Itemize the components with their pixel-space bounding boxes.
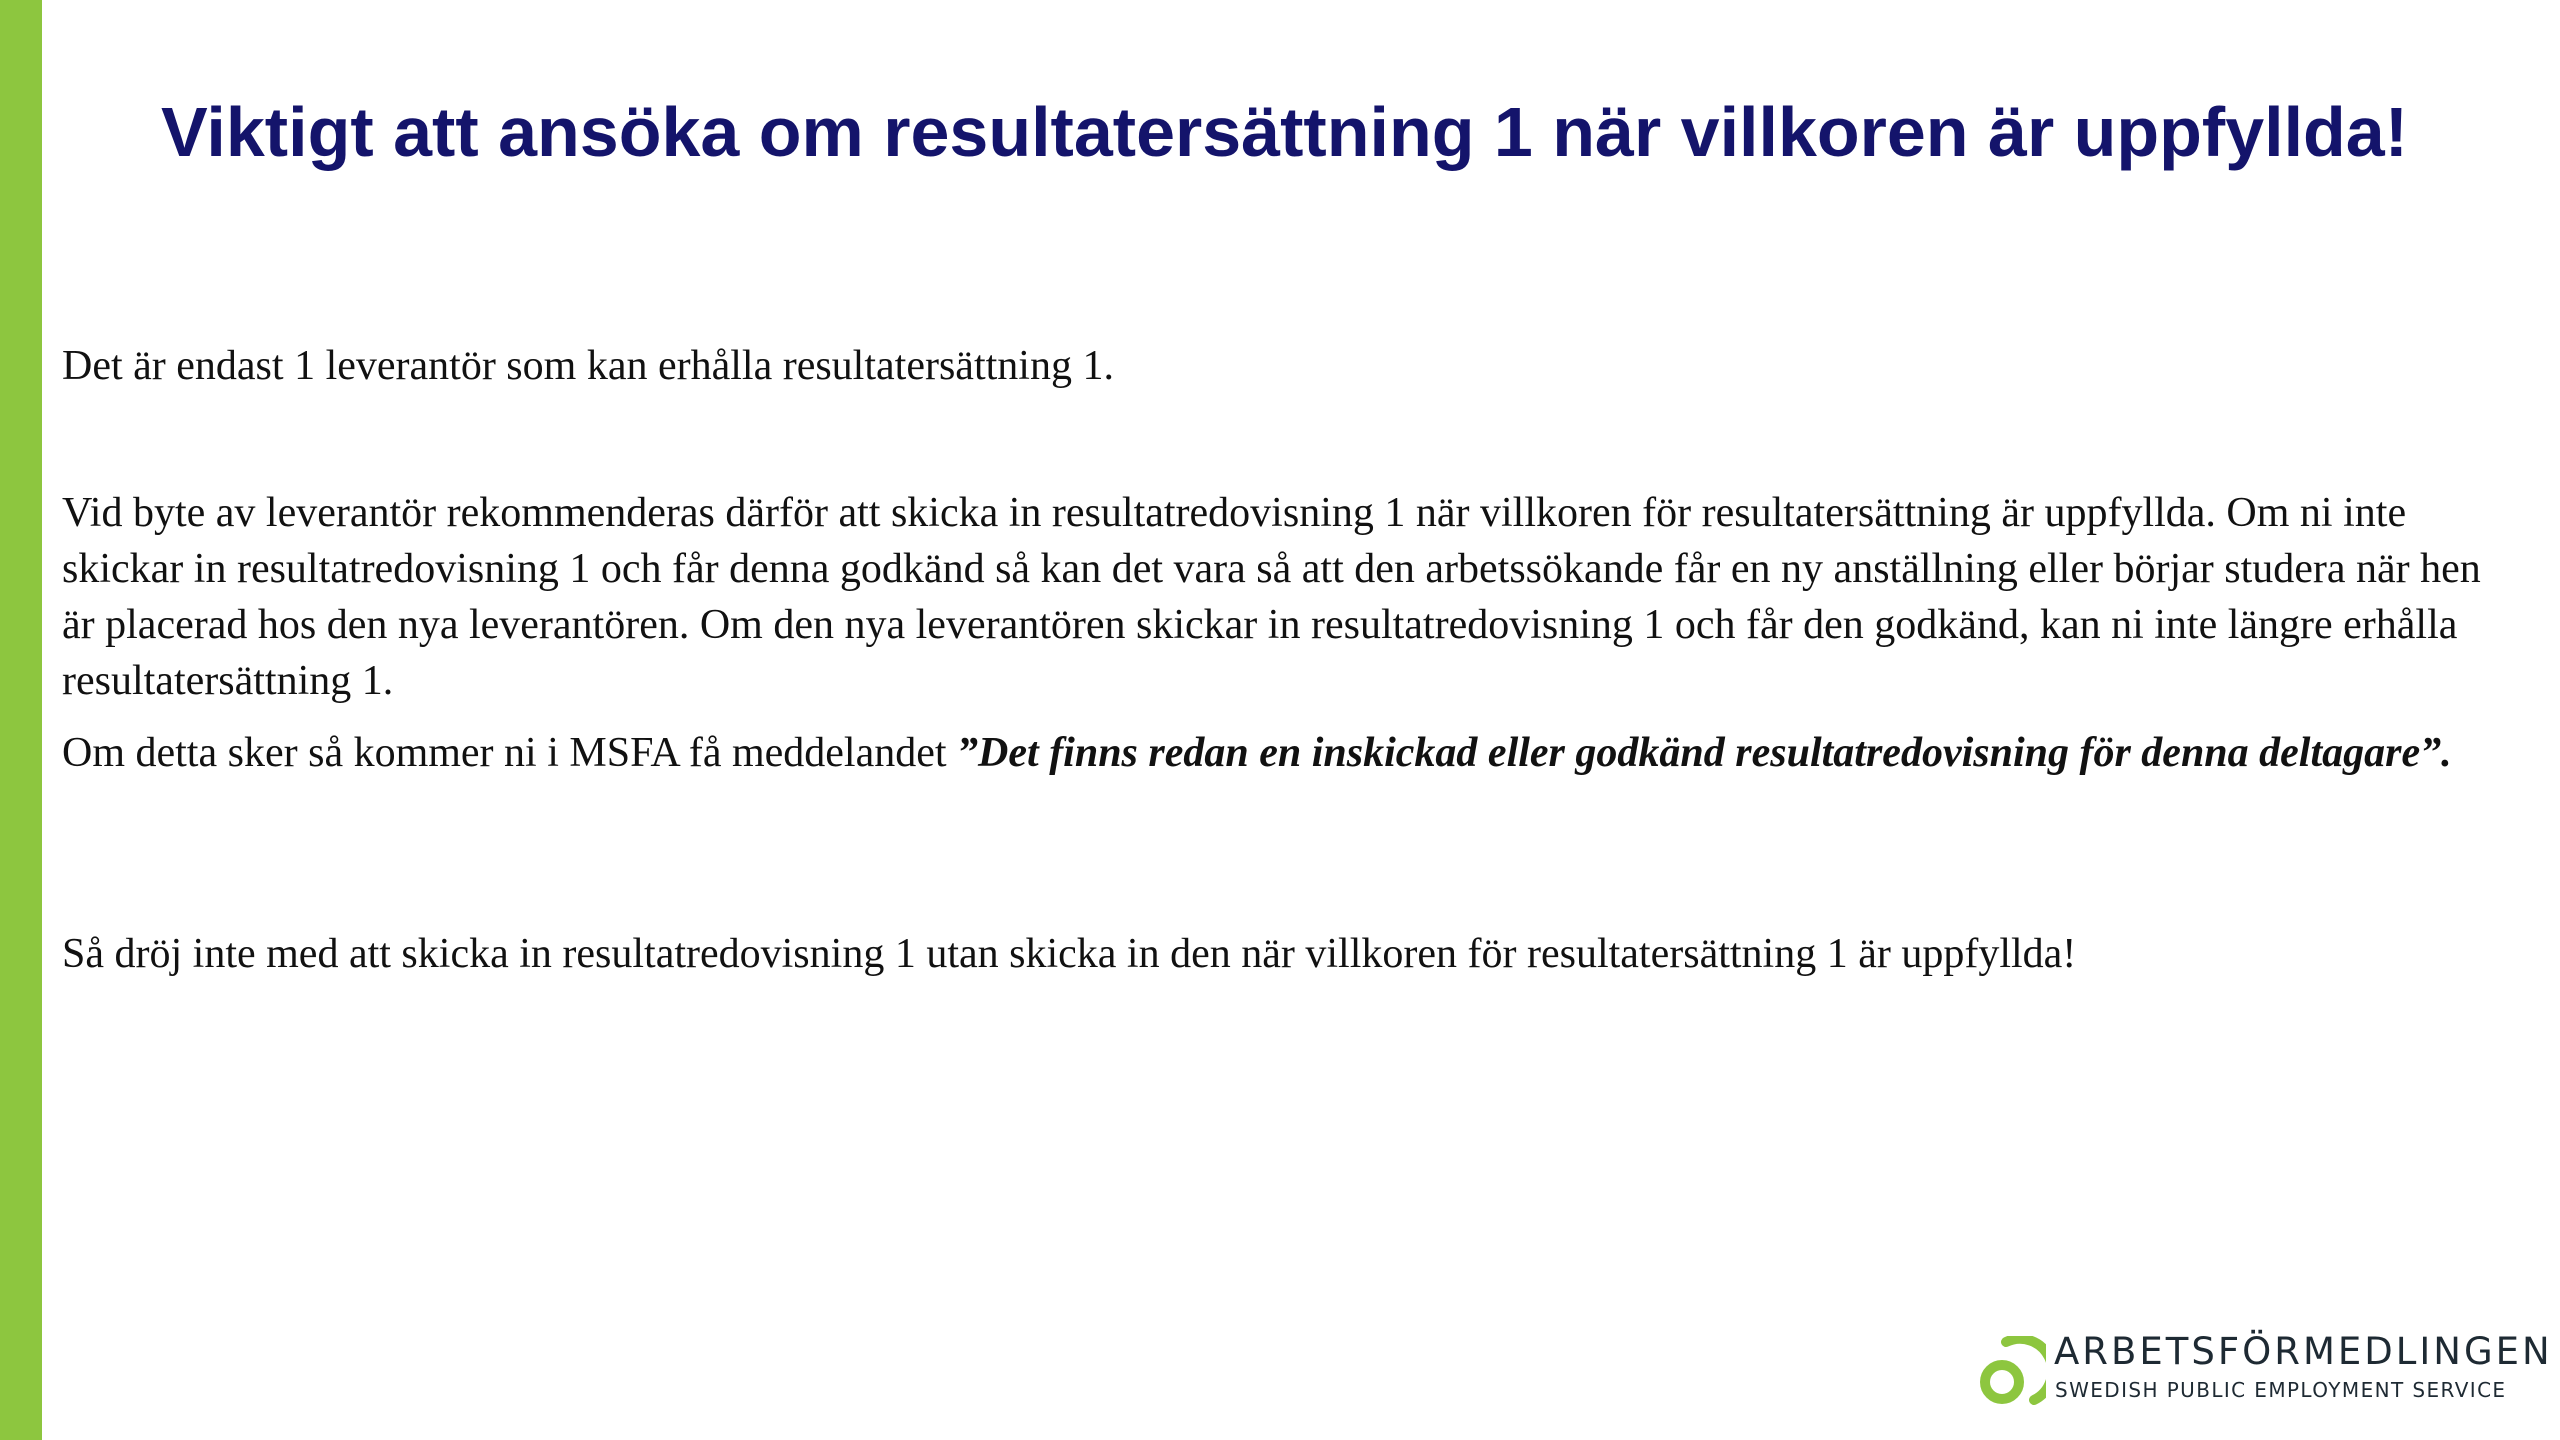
msfa-message-quote: ”Det finns redan en inskickad eller godkänd resultatredovisning för denna deltagare”. <box>957 730 2452 776</box>
paragraph-single-supplier: Det är endast 1 leverantör som kan erhålla resultatersättning 1. <box>62 343 1114 389</box>
logo-subtitle: SWEDISH PUBLIC EMPLOYMENT SERVICE <box>2055 1378 2507 1402</box>
msfa-message-lead: Om detta sker så kommer ni i MSFA få meddelandet <box>62 730 958 776</box>
logo-name: ARBETSFÖRMEDLINGEN <box>2054 1330 2553 1373</box>
paragraph-supplier-change: Vid byte av leverantör rekommenderas därför att skicka in resultatredovisning 1 när villkoren för resultatersättning är uppfyllda. Om ni inte skickar in resultatredovisning 1 och får denna godkänd så kan det vara så att den arbetssökande får en ny anställning eller börjar studera när hen är placerad hos den nya leverantören. Om den nya leverantören skickar in resultatredovisning 1 och får den godkänd, kan ni inte längre erhålla resultatersättning 1. <box>62 490 2481 704</box>
paragraph-call-to-action: Så dröj inte med att skicka in resultatredovisning 1 utan skicka in den när villkoren för resultatersättning 1 är uppfyllda! <box>62 931 2077 977</box>
arbetsformedlingen-logo <box>1976 1330 2553 1410</box>
accent-bar <box>0 0 42 1440</box>
arbetsformedlingen-logo-mark-icon <box>1976 1336 2046 1408</box>
paragraph-msfa-message <box>62 725 2522 781</box>
slide-title: Viktigt att ansöka om resultatersättning 1 när villkoren är uppfyllda! <box>161 93 2409 171</box>
